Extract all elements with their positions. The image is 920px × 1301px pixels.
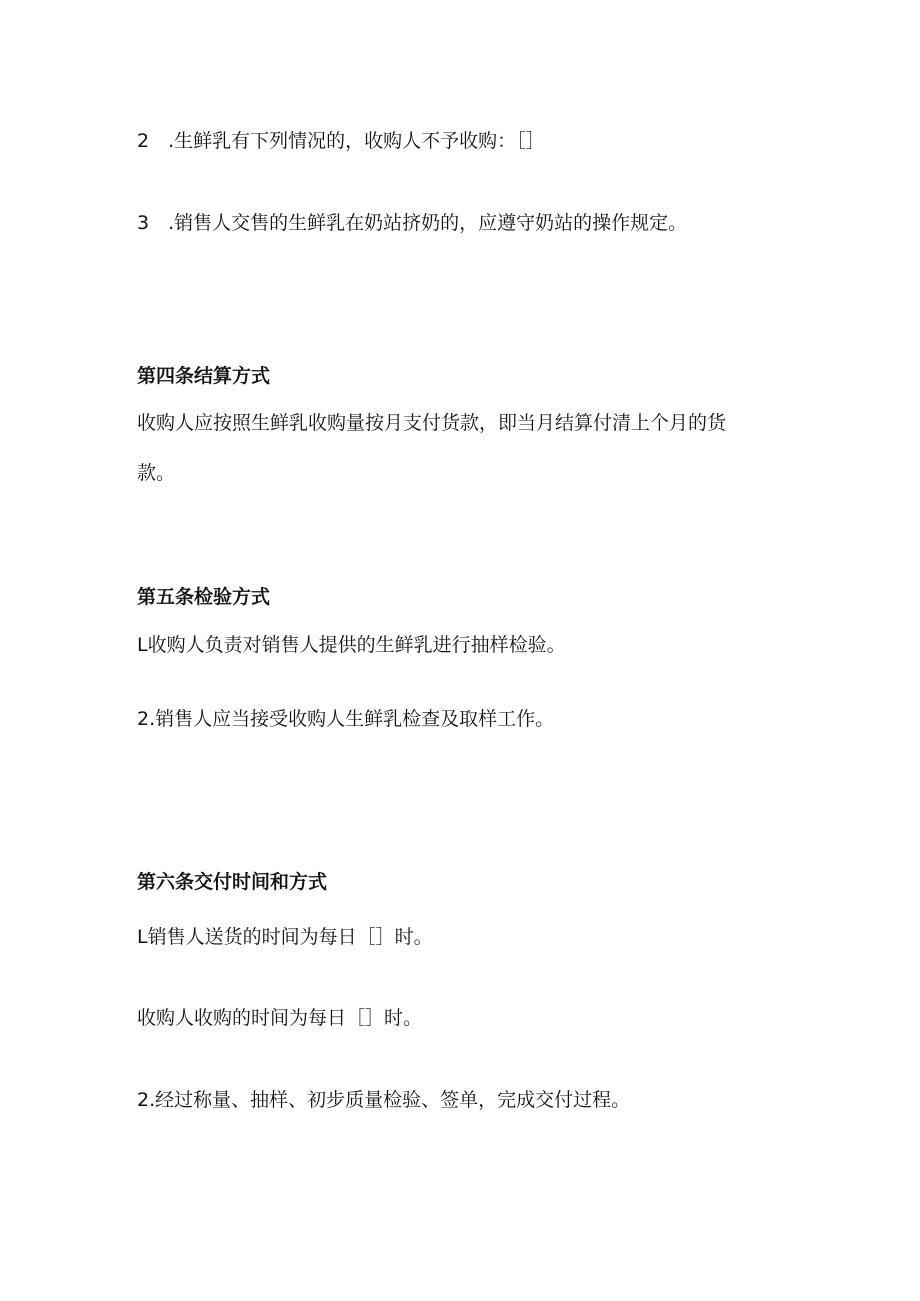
article-4-para-line-2: 款。 <box>137 462 176 484</box>
article-5-item-2: 2.销售人应当接受收购人生鲜乳检查及取样工作。 <box>137 708 555 730</box>
article-6-item-1-cont: 收购人收购的时间为每日［］时。 <box>137 1007 423 1029</box>
item-3-milking-rules: 3 .销售人交售的生鲜乳在奶站挤奶的，应遵守奶站的操作规定。 <box>137 212 688 234</box>
article-6-item-1: L销售人送货的时间为每日［］时。 <box>137 926 433 948</box>
article-6-heading: 第六条交付时间和方式 <box>137 871 328 893</box>
article-4-heading: 第四条结算方式 <box>137 365 271 387</box>
article-4-para-line-1: 收购人应按照生鲜乳收购量按月支付货款，即当月结算付清上个月的货 <box>137 412 727 434</box>
item-2-purchase-refusal: 2 .生鲜乳有下列情况的，收购人不予收购：［］ <box>137 130 545 152</box>
article-5-heading: 第五条检验方式 <box>137 586 271 608</box>
article-6-item-2: 2.经过称量、抽样、初步质量检验、签单，完成交付过程。 <box>137 1089 631 1111</box>
article-5-item-1: L收购人负责对销售人提供的生鲜乳进行抽样检验。 <box>137 634 566 656</box>
